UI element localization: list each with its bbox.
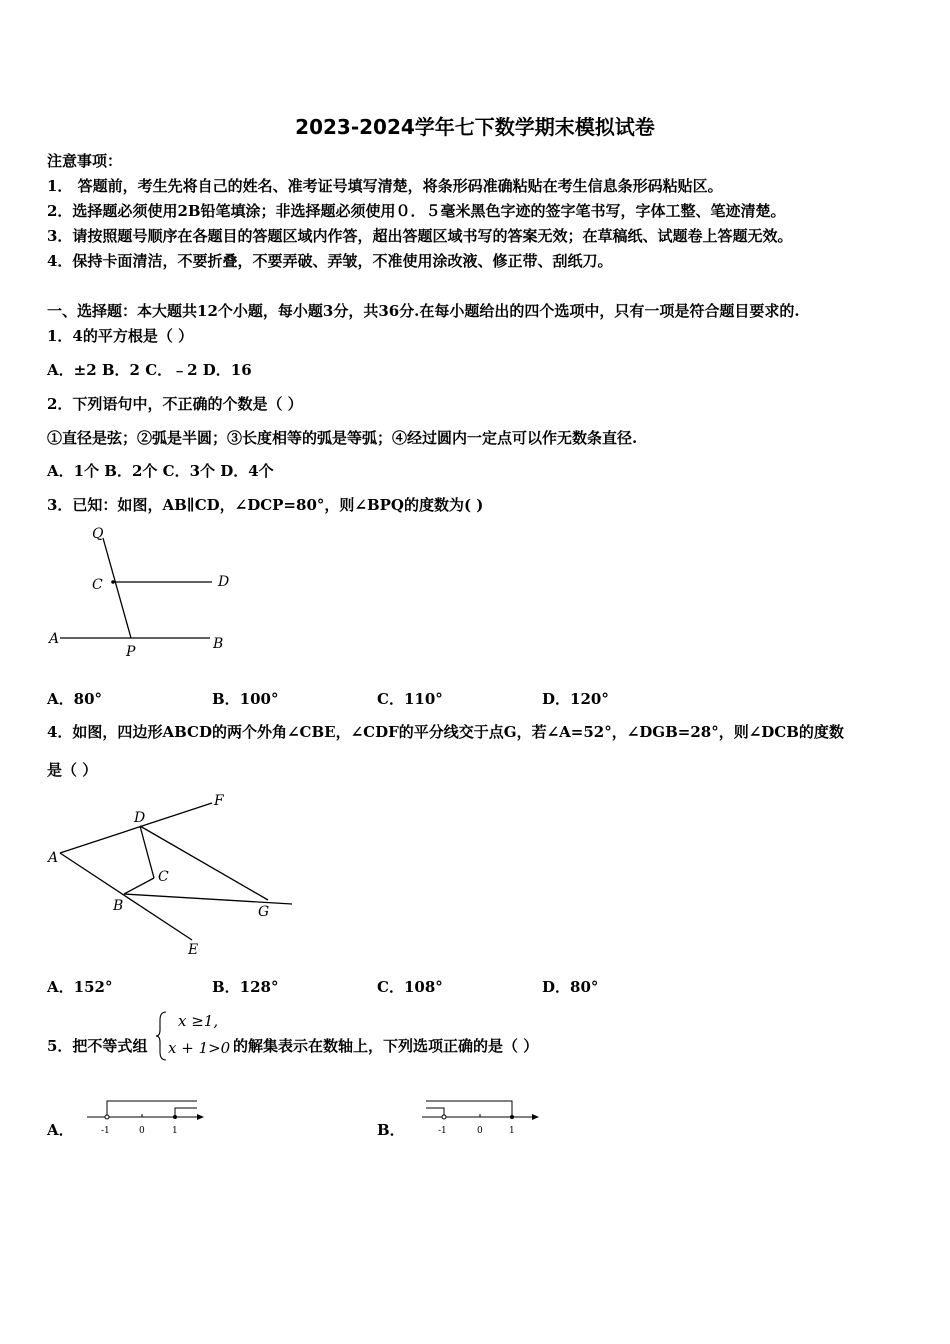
label-B: B <box>213 636 224 652</box>
q2-stem: 2．下列语句中，不正确的个数是（ ） <box>47 395 303 413</box>
q4-option-a: A．152° <box>47 978 113 996</box>
q1-stem: 1．4的平方根是（ ） <box>47 327 194 345</box>
q5-inequality-1: x ≥1, <box>178 1012 219 1030</box>
q5-option-a-label: A． <box>47 1121 74 1139</box>
q3-option-c: C．110° <box>377 690 443 708</box>
label-F: F <box>214 793 224 809</box>
tick-label: 0 <box>139 1126 145 1136</box>
notice-item-2: 2．选择题必须使用2B铅笔填涂；非选择题必须使用０．５毫米黑色字迹的签字笔书写，字体工整、笔迹清楚。 <box>47 202 786 220</box>
q4-stem-line2: 是（ ） <box>47 761 98 779</box>
q3-option-d: D．120° <box>542 690 609 708</box>
label-A: A <box>48 850 59 866</box>
q4-stem-line1: 4．如图，四边形ABCD的两个外角∠CBE，∠CDF的平分线交于点G，若∠A=52°，∠DGB=28°，则∠DCB的度数 <box>47 723 844 741</box>
tick-label: 1 <box>172 1126 178 1136</box>
q4-option-b: B．128° <box>212 978 279 996</box>
q4-figure <box>40 790 310 960</box>
notice-item-3: 3．请按照题号顺序在各题目的答题区域内作答，超出答题区域书写的答案无效；在草稿纸、试题卷上答题无效。 <box>47 227 793 245</box>
label-B: B <box>113 898 124 914</box>
notice-heading: 注意事项： <box>47 152 123 170</box>
tick-label: -1 <box>101 1126 110 1136</box>
q4-option-d: D．80° <box>542 978 599 996</box>
q4-option-c: C．108° <box>377 978 443 996</box>
label-Q: Q <box>92 526 104 542</box>
label-D: D <box>134 810 146 826</box>
q5-option-b-label: B． <box>377 1121 405 1139</box>
q5-option-a-numberline <box>85 1095 210 1140</box>
q5-prefix: 5．把不等式组 <box>47 1037 148 1055</box>
q3-stem: 3．已知：如图，AB∥CD，∠DCP=80°，则∠BPQ的度数为( ) <box>47 496 484 514</box>
q2-options: A．1个 B．2个 C．3个 D．4个 <box>47 462 274 480</box>
q5-inequality-2: x + 1>0 <box>168 1039 231 1057</box>
notice-item-1: 1． 答题前，考生先将自己的姓名、准考证号填写清楚，将条形码准确粘贴在考生信息条形码粘贴区。 <box>47 177 723 195</box>
tick-label: 1 <box>509 1126 515 1136</box>
q1-options: A．±2 B．2 C．﹣2 D．16 <box>47 361 252 379</box>
label-P: P <box>126 644 136 660</box>
label-A: A <box>49 631 60 647</box>
label-E: E <box>188 942 199 958</box>
q3-figure <box>40 520 250 660</box>
q5-option-b-numberline <box>420 1095 545 1140</box>
label-C: C <box>158 869 169 885</box>
tick-label: -1 <box>438 1126 447 1136</box>
notice-item-4: 4．保持卡面清洁，不要折叠，不要弄破、弄皱，不准使用涂改液、修正带、刮纸刀。 <box>47 252 613 270</box>
q3-option-b: B．100° <box>212 690 279 708</box>
label-G: G <box>258 904 270 920</box>
tick-label: 0 <box>477 1126 483 1136</box>
page-title: 2023-2024学年七下数学期末模拟试卷 <box>295 115 655 139</box>
label-D: D <box>218 574 230 590</box>
label-C: C <box>92 577 103 593</box>
q2-statements: ①直径是弦；②弧是半圆；③长度相等的弧是等弧；④经过圆内一定点可以作无数条直径. <box>47 429 638 447</box>
section-heading: 一、选择题：本大题共12个小题，每小题3分，共36分.在每小题给出的四个选项中，只有一项是符合题目要求的. <box>47 302 800 320</box>
q5-suffix: 的解集表示在数轴上，下列选项正确的是（ ） <box>233 1037 539 1055</box>
q3-option-a: A．80° <box>47 690 103 708</box>
